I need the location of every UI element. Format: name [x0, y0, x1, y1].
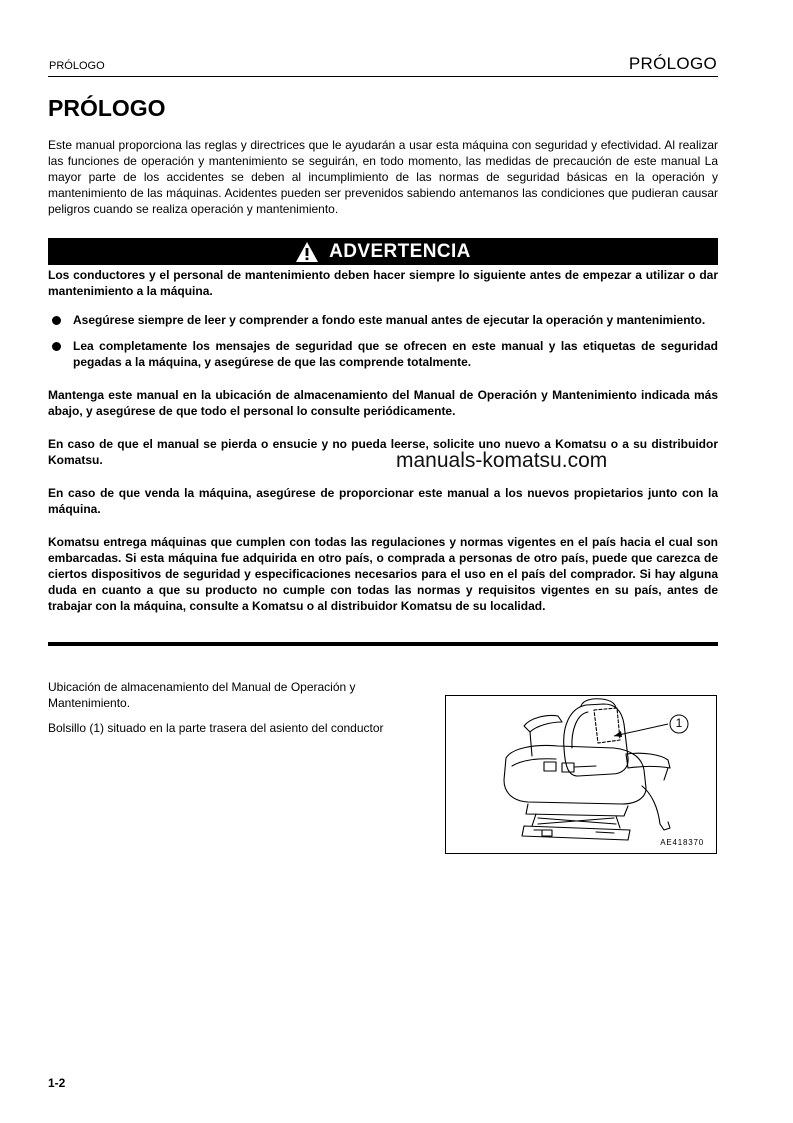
warning-paragraph: Mantenga este manual en la ubicación de almacenamiento del Manual de Operación y Mantenimiento indicada más abajo, y asegúrese de que todo el personal lo consulte periódicamente. — [48, 388, 718, 418]
warning-lead: Los conductores y el personal de mantenimiento deben hacer siempre lo siguiente antes de empezar a utilizar o dar mantenimiento a la máquina. — [48, 268, 718, 298]
warning-label: ADVERTENCIA — [329, 240, 471, 262]
header-rule — [48, 76, 718, 77]
warning-triangle-icon — [295, 241, 319, 263]
warning-bullet: Lea completamente los mensajes de seguridad que se ofrecen en este manual y las etiquetas de seguridad pegadas a la máquina, y asegúrese de que las comprende totalmente. — [48, 338, 718, 370]
warning-bullet-list — [48, 312, 718, 370]
running-header-right: PRÓLOGO — [628, 54, 717, 73]
intro-paragraph: Este manual proporciona las reglas y directrices que le ayudarán a usar esta máquina con seguridad y efectividad. Al realizar las funciones de operación y mantenimiento se seguirán, en todo momento, las medidas de precaución de este manual La mayor parte de los accidentes se deben al incumplimiento de las normas de seguridad básicas en la operación y mantenimiento de las máquinas. Acidentes pueden ser prevenidos sabiendo antemanos las condiciones que pudieran causar peligros cuando se realiza operación y mantenimiento. — [48, 138, 718, 216]
bullet-icon — [52, 342, 61, 351]
warning-paragraph: En caso de que el manual se pierda o ensucie y no pueda leerse, solicite uno nuevo a Komatsu o a su distribuidor Komatsu. — [48, 437, 718, 467]
running-header-left: PRÓLOGO — [49, 60, 105, 72]
page-title: PRÓLOGO — [48, 95, 166, 121]
bullet-icon — [52, 316, 61, 325]
storage-location-line: Bolsillo (1) situado en la parte trasera del asiento del conductor — [48, 721, 384, 735]
warning-paragraph: Komatsu entrega máquinas que cumplen con todas las regulaciones y normas vigentes en el país hacia el cual son embarcadas. Si esta máquina fue adquirida en otro país, o comprada a personas de otro país, puede que carezca de ciertos dispositivos de seguridad y especificaciones necesarios para el uso en el país del comprador. Si hay alguna duda en cuanto a que su producto no cumple con todas las normas y requisitos vigentes en su país, antes de trabajar con la máquina, consulte a Komatsu o al distribuidor Komatsu de su localidad. — [48, 535, 718, 613]
storage-location-text — [48, 679, 426, 745]
warning-body — [48, 267, 718, 631]
warning-bullet: Asegúrese siempre de leer y comprender a fondo este manual antes de ejecutar la operación y mantenimiento. — [48, 312, 718, 328]
page-number: 1-2 — [48, 1076, 66, 1090]
warning-paragraph: En caso de que venda la máquina, asegúrese de proporcionar este manual a los nuevos propietarios junto con la máquina. — [48, 486, 718, 516]
callout-number: 1 — [675, 716, 683, 730]
storage-location-line: Ubicación de almacenamiento del Manual de Operación y Mantenimiento. — [48, 680, 356, 710]
warning-banner — [48, 238, 718, 265]
watermark: manuals-komatsu.com — [396, 449, 608, 472]
seat-pocket-figure — [445, 695, 717, 854]
warning-end-rule — [48, 642, 718, 646]
figure-code: AE418370 — [660, 838, 704, 847]
